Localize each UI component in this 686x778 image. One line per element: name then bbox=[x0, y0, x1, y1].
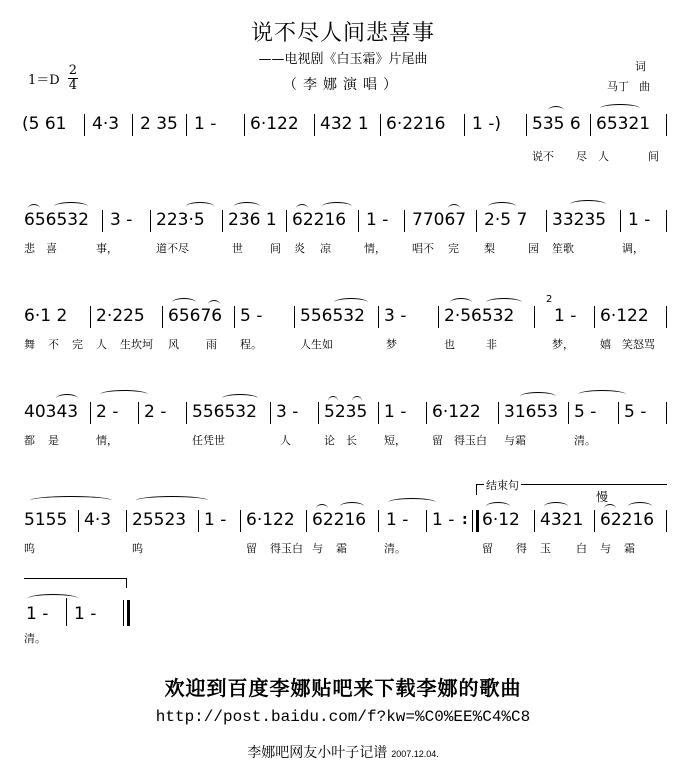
measure: 1 - bbox=[366, 210, 389, 230]
lyric: 留 bbox=[432, 434, 443, 447]
slur bbox=[340, 502, 364, 511]
measure: (5 61 bbox=[22, 114, 67, 134]
lyric: 悲 bbox=[24, 242, 35, 255]
barline bbox=[534, 510, 535, 532]
measure: 40343 bbox=[24, 402, 79, 422]
staff-row-4 bbox=[0, 402, 686, 452]
measure: 2·5 7 bbox=[484, 210, 528, 230]
lyric: 霜 bbox=[336, 542, 347, 555]
lyric: 也 bbox=[444, 338, 455, 351]
slur bbox=[578, 390, 626, 399]
barline bbox=[244, 114, 245, 136]
lyric: 世 bbox=[232, 242, 243, 255]
slur bbox=[548, 106, 564, 115]
measure: 5235 bbox=[324, 402, 368, 422]
slur bbox=[448, 204, 460, 213]
measure: 77067 bbox=[412, 210, 467, 230]
barline bbox=[546, 210, 547, 232]
barline bbox=[186, 114, 187, 136]
slur bbox=[234, 202, 260, 211]
lyric: 间 bbox=[648, 150, 659, 163]
measure: 6·122 bbox=[250, 114, 299, 134]
barline bbox=[526, 114, 527, 136]
lyric: 清。 bbox=[384, 542, 406, 555]
barline bbox=[126, 510, 127, 532]
measure: 2 - bbox=[144, 402, 167, 422]
measure: 25523 bbox=[132, 510, 187, 530]
barline bbox=[102, 210, 103, 232]
measure: 6·122 bbox=[600, 306, 649, 326]
composer-credit bbox=[607, 78, 650, 94]
lyric: 与 bbox=[312, 542, 323, 555]
barline bbox=[568, 402, 569, 424]
staff-row-5 bbox=[0, 479, 686, 560]
barline bbox=[404, 210, 405, 232]
lyric: 白 bbox=[576, 542, 587, 555]
measure: 65676 bbox=[168, 306, 223, 326]
lyric: 生坎坷 bbox=[120, 338, 153, 351]
slur bbox=[296, 204, 308, 213]
key-signature bbox=[28, 64, 78, 93]
measure: 4·3 bbox=[92, 114, 120, 134]
lyric: 留 bbox=[482, 542, 493, 555]
lyric: 完 bbox=[448, 242, 459, 255]
lyric: 任凭世 bbox=[192, 434, 225, 447]
slur bbox=[316, 504, 328, 513]
repeat-sign: : bbox=[462, 512, 468, 528]
lyric: 梦 bbox=[386, 338, 397, 351]
barline bbox=[476, 210, 477, 232]
barline bbox=[666, 402, 667, 424]
barline bbox=[666, 510, 667, 532]
measure: 6·1 2 bbox=[24, 306, 68, 326]
slur bbox=[334, 298, 368, 307]
slur bbox=[54, 202, 88, 211]
barline bbox=[318, 402, 319, 424]
measure: 1 - bbox=[554, 306, 577, 326]
barline bbox=[314, 114, 315, 136]
double-barline bbox=[472, 510, 479, 532]
barline bbox=[498, 402, 499, 424]
measure: 1 - bbox=[204, 510, 227, 530]
lyric: 间 bbox=[270, 242, 281, 255]
lyric: 人 bbox=[598, 150, 609, 163]
lyric: 不 bbox=[48, 338, 59, 351]
measure: 62216 bbox=[292, 210, 347, 230]
measure: 223·5 bbox=[156, 210, 205, 230]
barline bbox=[78, 510, 79, 532]
lyric: 得玉白 bbox=[270, 542, 303, 555]
song-title: 说不尽人间悲喜事 bbox=[250, 21, 435, 46]
slur bbox=[322, 202, 352, 211]
measure: 236 1 bbox=[228, 210, 277, 230]
lyric: 尽 bbox=[576, 150, 587, 163]
barline bbox=[594, 510, 595, 532]
final-barline bbox=[123, 600, 130, 626]
lyric: 人 bbox=[96, 338, 107, 351]
lyric: 炎 bbox=[294, 242, 305, 255]
barline bbox=[534, 306, 535, 328]
measure: 2·56532 bbox=[444, 306, 515, 326]
lyric: 留 bbox=[246, 542, 257, 555]
measure: 5 - bbox=[574, 402, 597, 422]
barline bbox=[666, 114, 667, 136]
measure: 2 - bbox=[96, 402, 119, 422]
lyric: 程。 bbox=[240, 338, 262, 351]
time-signature: $\frac{2}{4}$ bbox=[68, 63, 77, 93]
grace-note: 2 bbox=[546, 294, 553, 305]
barline bbox=[378, 510, 379, 532]
measure: 1 - bbox=[628, 210, 651, 230]
lyric: 呜 bbox=[24, 542, 35, 555]
lyric: 笙歌 bbox=[552, 242, 574, 255]
key-label: 1＝D bbox=[28, 73, 60, 88]
barline bbox=[464, 114, 465, 136]
slur bbox=[172, 298, 196, 307]
lyric: 都 bbox=[24, 434, 35, 447]
measure: 2 35 bbox=[140, 114, 178, 134]
barline bbox=[306, 510, 307, 532]
measure: 62216 bbox=[600, 510, 655, 530]
barline bbox=[286, 210, 287, 232]
lyric: 是 bbox=[48, 434, 59, 447]
measure: 1 - bbox=[74, 604, 97, 624]
measure: 5 - bbox=[240, 306, 263, 326]
measure: 33235 bbox=[552, 210, 607, 230]
lyric: 与 bbox=[600, 542, 611, 555]
composer-name: 马丁 bbox=[607, 80, 629, 93]
credit-date: 2007.12.04. bbox=[391, 749, 439, 759]
slur bbox=[28, 204, 40, 213]
barline bbox=[380, 114, 381, 136]
lyric: 清。 bbox=[24, 632, 46, 645]
barline bbox=[620, 210, 621, 232]
barline bbox=[666, 210, 667, 232]
lyric: 论 bbox=[324, 434, 335, 447]
measure: 6·122 bbox=[246, 510, 295, 530]
barline bbox=[378, 306, 379, 328]
credit-text: 李娜吧网友小叶子记谱 bbox=[247, 745, 388, 761]
ending-bracket-continuation bbox=[24, 578, 126, 579]
lyric: 人 bbox=[280, 434, 291, 447]
singer-credit: （李娜演唱） bbox=[283, 77, 403, 93]
lyric: 清。 bbox=[574, 434, 596, 447]
measure: 3 - bbox=[276, 402, 299, 422]
measure: 62216 bbox=[312, 510, 367, 530]
slur bbox=[136, 496, 208, 505]
lyric: 嬉 bbox=[600, 338, 611, 351]
barline bbox=[666, 306, 667, 328]
tempo-mark: 慢 bbox=[596, 490, 609, 504]
barline bbox=[90, 402, 91, 424]
measure: 432 1 bbox=[320, 114, 369, 134]
barline bbox=[84, 114, 85, 136]
slur bbox=[486, 502, 510, 511]
lyric: 霜 bbox=[624, 542, 635, 555]
barline bbox=[358, 210, 359, 232]
lyric: 梨 bbox=[484, 242, 495, 255]
lyric: 凉 bbox=[320, 242, 331, 255]
barline bbox=[590, 114, 591, 136]
measure: 5 - bbox=[624, 402, 647, 422]
measure: 1 -) bbox=[472, 114, 501, 134]
lyric: 唱不 bbox=[412, 242, 434, 255]
barline bbox=[222, 210, 223, 232]
forum-url[interactable]: http://post.baidu.com/f?kw=%C0%EE%C4%C8 bbox=[155, 708, 531, 726]
song-subtitle: ——电视剧《白玉霜》片尾曲 bbox=[258, 52, 428, 67]
barline bbox=[162, 306, 163, 328]
promo-text: 欢迎到百度李娜贴吧来下载李娜的歌曲 bbox=[164, 676, 522, 700]
measure: 2·225 bbox=[96, 306, 145, 326]
barline bbox=[90, 306, 91, 328]
slur bbox=[628, 502, 652, 511]
barline bbox=[138, 402, 139, 424]
barline bbox=[426, 510, 427, 532]
lyric: 调， bbox=[622, 242, 644, 255]
staff-row-1 bbox=[0, 114, 686, 164]
lyric: 说不 bbox=[532, 150, 554, 163]
measure: 5155 bbox=[24, 510, 68, 530]
ending-label: 结束句 bbox=[486, 479, 519, 492]
lyric: 长 bbox=[346, 434, 357, 447]
barline bbox=[378, 402, 379, 424]
slur bbox=[604, 504, 616, 513]
barline bbox=[150, 210, 151, 232]
slur bbox=[222, 394, 258, 403]
lyric: 事， bbox=[96, 242, 118, 255]
measure: 556532 bbox=[300, 306, 365, 326]
lyric: 笑怒骂 bbox=[622, 338, 655, 351]
slur bbox=[30, 496, 112, 505]
staff-row-3 bbox=[0, 294, 686, 356]
lyric: 舞 bbox=[24, 338, 35, 351]
measure: 535 6 bbox=[532, 114, 581, 134]
slur bbox=[488, 202, 516, 211]
lyric: 风 bbox=[168, 338, 179, 351]
slur bbox=[352, 396, 362, 405]
staff-row-2 bbox=[0, 210, 686, 260]
slur bbox=[28, 594, 78, 603]
measure: 3 - bbox=[384, 306, 407, 326]
lyric: 非 bbox=[486, 338, 497, 351]
measure: 1 - bbox=[386, 510, 409, 530]
lyric: 园 bbox=[528, 242, 539, 255]
slur bbox=[544, 502, 568, 511]
slur bbox=[600, 104, 640, 113]
barline bbox=[132, 114, 133, 136]
barline bbox=[594, 306, 595, 328]
barline bbox=[270, 402, 271, 424]
barline bbox=[618, 402, 619, 424]
lyric: 道不尽 bbox=[156, 242, 189, 255]
measure: 1 - bbox=[432, 510, 455, 530]
staff-row-6 bbox=[0, 604, 686, 654]
slur bbox=[388, 498, 436, 507]
lyric: 短， bbox=[384, 434, 406, 447]
slur bbox=[328, 396, 338, 405]
ending-bracket-end bbox=[126, 578, 127, 588]
measure: 3 - bbox=[110, 210, 133, 230]
lyric: 喜 bbox=[46, 242, 57, 255]
lyric: 情， bbox=[96, 434, 118, 447]
lyric: 与霜 bbox=[504, 434, 526, 447]
composer-label: 曲 bbox=[639, 80, 650, 93]
slur bbox=[450, 298, 472, 307]
lyric: 完 bbox=[72, 338, 83, 351]
lyric: 情， bbox=[364, 242, 386, 255]
measure: 1 - bbox=[194, 114, 217, 134]
barline bbox=[438, 306, 439, 328]
measure: 6·2216 bbox=[386, 114, 446, 134]
measure: 1 - bbox=[26, 604, 49, 624]
lyric: 得 bbox=[516, 542, 527, 555]
measure: 1 - bbox=[384, 402, 407, 422]
measure: 31653 bbox=[504, 402, 559, 422]
slur bbox=[100, 390, 148, 399]
lyric: 呜 bbox=[132, 542, 143, 555]
barline bbox=[198, 510, 199, 532]
barline bbox=[240, 510, 241, 532]
barline bbox=[426, 402, 427, 424]
barline bbox=[234, 306, 235, 328]
slur bbox=[186, 202, 214, 211]
slur bbox=[570, 200, 606, 209]
slur bbox=[56, 394, 78, 403]
measure: 4321 bbox=[540, 510, 584, 530]
measure: 6·122 bbox=[432, 402, 481, 422]
lyricist-label: 词 bbox=[635, 60, 646, 73]
lyric: 雨 bbox=[206, 338, 217, 351]
measure: 656532 bbox=[24, 210, 89, 230]
lyric: 梦， bbox=[552, 338, 574, 351]
slur bbox=[208, 300, 220, 309]
measure: 4·3 bbox=[84, 510, 112, 530]
slur bbox=[520, 392, 556, 401]
transcriber-credit bbox=[0, 742, 686, 762]
measure: 6·12 bbox=[482, 510, 520, 530]
barline bbox=[294, 306, 295, 328]
lyric: 得玉白 bbox=[454, 434, 487, 447]
lyric: 人生如 bbox=[300, 338, 333, 351]
lyric: 玉 bbox=[540, 542, 551, 555]
measure: 65321 bbox=[596, 114, 651, 134]
slur bbox=[486, 298, 522, 307]
barline bbox=[186, 402, 187, 424]
measure: 556532 bbox=[192, 402, 257, 422]
